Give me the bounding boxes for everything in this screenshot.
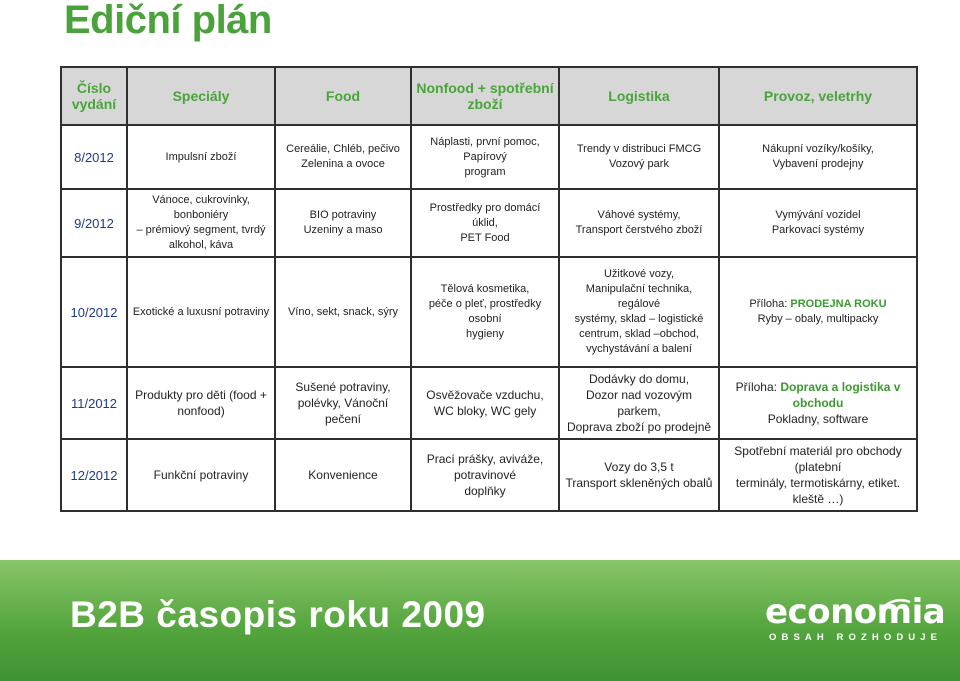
operations-text: Příloha: — [735, 380, 781, 394]
economia-logo-tagline: OBSAH ROZHODUJE — [769, 632, 943, 643]
cell-food: Sušené potraviny, polévky, Vánoční pečení — [275, 367, 411, 439]
cell-logistics: Užitkové vozy, Manipulační technika, regálové systémy, sklad – logistické centrum, sklad –obchod, vychystávání a balení — [559, 257, 719, 367]
operations-text: Vymývání vozidel Parkovací systémy — [771, 209, 865, 236]
supplement-highlight: Doprava a logistika v obchodu — [780, 380, 901, 410]
cell-operations — [719, 189, 917, 257]
edition-plan-table — [60, 66, 918, 512]
cell-food: BIO potraviny Uzeniny a maso — [275, 189, 411, 257]
operations-text: Nákupní vozíky/košíky, Vybavení prodejny — [762, 143, 874, 170]
cell-operations — [719, 125, 917, 189]
economia-logo-text: economia — [765, 592, 946, 632]
bottom-banner — [0, 560, 960, 681]
banner-title: B2B časopis roku 2009 — [70, 594, 486, 635]
cell-logistics: Váhové systémy, Transport čerstvého zboží — [559, 189, 719, 257]
cell-issue: 12/2012 — [61, 439, 127, 511]
cell-logistics: Dodávky do domu, Dozor nad vozovým parkem, Doprava zboží po prodejně — [559, 367, 719, 439]
cell-nonfood: Prací prášky, aviváže, potravinové doplňky — [411, 439, 559, 511]
cell-issue: 9/2012 — [61, 189, 127, 257]
table-row — [61, 367, 917, 439]
header-nonfood: Nonfood + spotřební zboží — [411, 67, 559, 125]
header-issue: Číslo vydání — [61, 67, 127, 125]
cell-operations — [719, 439, 917, 511]
table-row — [61, 125, 917, 189]
header-operations: Provoz, veletrhy — [719, 67, 917, 125]
cell-special: Funkční potraviny — [127, 439, 275, 511]
operations-extra-text: Ryby – obaly, multipacky — [757, 313, 879, 325]
table-row — [61, 257, 917, 367]
header-food: Food — [275, 67, 411, 125]
operations-text: Příloha: — [749, 298, 791, 310]
cell-operations — [719, 257, 917, 367]
header-logistics: Logistika — [559, 67, 719, 125]
cell-special: Vánoce, cukrovinky, bonboniéry – prémiový segment, tvrdý alkohol, káva — [127, 189, 275, 257]
cell-nonfood: Tělová kosmetika, péče o pleť, prostředky osobní hygieny — [411, 257, 559, 367]
cell-nonfood: Náplasti, první pomoc, Papírový program — [411, 125, 559, 189]
cell-special: Exotické a luxusní potraviny — [127, 257, 275, 367]
cell-issue: 11/2012 — [61, 367, 127, 439]
cell-special: Impulsní zboží — [127, 125, 275, 189]
table-row — [61, 189, 917, 257]
page-title: Ediční plán — [64, 0, 272, 42]
table-header-row — [61, 67, 917, 125]
cell-issue: 10/2012 — [61, 257, 127, 367]
operations-text: Spotřební materiál pro obchody (platební terminály, termotiskárny, etiket. kleště …) — [734, 444, 902, 506]
cell-special: Produkty pro děti (food + nonfood) — [127, 367, 275, 439]
cell-food: Cereálie, Chléb, pečivo Zelenina a ovoce — [275, 125, 411, 189]
cell-issue: 8/2012 — [61, 125, 127, 189]
cell-logistics: Trendy v distribuci FMCG Vozový park — [559, 125, 719, 189]
operations-extra-text: Pokladny, software — [767, 412, 869, 426]
cell-logistics: Vozy do 3,5 t Transport skleněných obalů — [559, 439, 719, 511]
cell-food: Víno, sekt, snack, sýry — [275, 257, 411, 367]
table-row — [61, 439, 917, 511]
logo-swoosh-icon — [878, 598, 912, 612]
cell-operations — [719, 367, 917, 439]
cell-nonfood: Prostředky pro domácí úklid, PET Food — [411, 189, 559, 257]
cell-nonfood: Osvěžovače vzduchu, WC bloky, WC gely — [411, 367, 559, 439]
cell-food: Konvenience — [275, 439, 411, 511]
header-specials: Speciály — [127, 67, 275, 125]
supplement-highlight: PRODEJNA ROKU — [790, 298, 887, 310]
